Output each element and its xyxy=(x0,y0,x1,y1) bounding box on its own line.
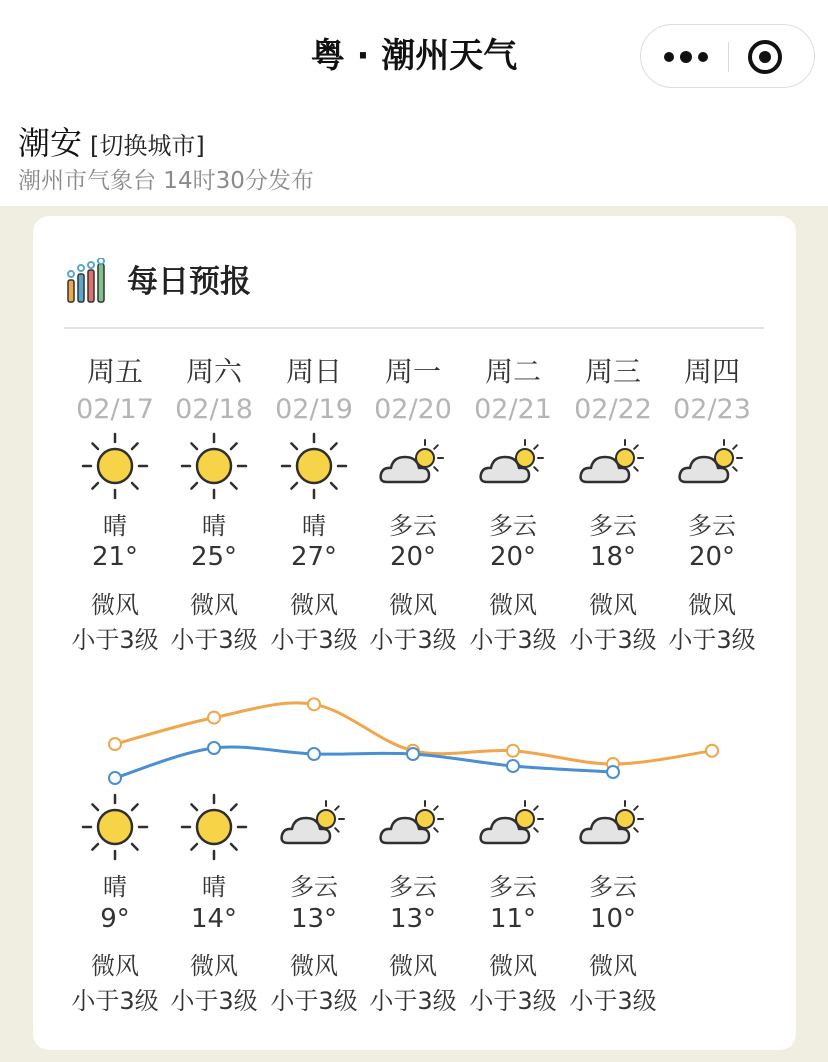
forecast-day-column xyxy=(563,216,663,1050)
day-condition: 晴 xyxy=(103,512,127,540)
partly-cloudy-icon xyxy=(377,791,449,863)
day-wind: 微风 xyxy=(190,591,238,619)
date-label: 02/23 xyxy=(673,394,751,425)
low-temp: 11° xyxy=(489,904,537,934)
forecast-day-column xyxy=(363,216,463,1050)
night-wind-level: 小于3级 xyxy=(170,987,258,1015)
high-temp: 18° xyxy=(589,542,637,572)
low-temp: 10° xyxy=(589,904,637,934)
night-condition: 晴 xyxy=(103,873,127,901)
day-wind: 微风 xyxy=(688,591,736,619)
more-dots-icon[interactable] xyxy=(661,43,711,71)
sun-icon xyxy=(178,791,250,863)
high-temp: 20° xyxy=(688,542,736,572)
low-temp: 13° xyxy=(389,904,437,934)
night-wind-level: 小于3级 xyxy=(71,987,159,1015)
forecast-day-column xyxy=(463,216,563,1050)
partly-cloudy-icon xyxy=(676,430,748,502)
publish-info: 潮州市气象台 14时30分发布 xyxy=(18,168,314,194)
day-condition: 多云 xyxy=(389,512,437,540)
date-label: 02/17 xyxy=(76,394,154,425)
night-condition: 多云 xyxy=(290,873,338,901)
weekday-label: 周六 xyxy=(185,355,242,388)
date-label: 02/22 xyxy=(574,394,652,425)
weekday-label: 周四 xyxy=(683,355,740,388)
top-bar xyxy=(0,0,828,206)
forecast-day-column xyxy=(264,216,364,1050)
daily-forecast-card xyxy=(33,216,796,1050)
city-row xyxy=(18,118,205,162)
day-condition: 多云 xyxy=(589,512,637,540)
forecast-day-column xyxy=(662,216,762,1050)
night-condition: 晴 xyxy=(202,873,226,901)
day-wind: 微风 xyxy=(389,591,437,619)
night-wind: 微风 xyxy=(190,952,238,980)
night-condition: 多云 xyxy=(589,873,637,901)
high-temp: 20° xyxy=(389,542,437,572)
high-temp: 21° xyxy=(91,542,139,572)
date-label: 02/18 xyxy=(175,394,253,425)
forecast-day-column xyxy=(65,216,165,1050)
card-title: 每日预报 xyxy=(127,264,251,300)
night-wind: 微风 xyxy=(290,952,338,980)
night-wind-level: 小于3级 xyxy=(369,987,457,1015)
low-temp: 14° xyxy=(190,904,238,934)
sun-icon xyxy=(79,430,151,502)
day-wind-level: 小于3级 xyxy=(369,626,457,654)
weekday-label: 周日 xyxy=(285,355,342,388)
high-temp: 20° xyxy=(489,542,537,572)
day-wind: 微风 xyxy=(91,591,139,619)
target-close-icon[interactable] xyxy=(747,39,783,75)
app-title: 粤 · 潮州天气 xyxy=(310,36,518,76)
city-name: 潮安 xyxy=(18,124,83,162)
day-condition: 晴 xyxy=(302,512,326,540)
night-wind: 微风 xyxy=(589,952,637,980)
partly-cloudy-icon xyxy=(278,791,350,863)
high-temp: 27° xyxy=(290,542,338,572)
day-wind: 微风 xyxy=(489,591,537,619)
night-condition: 多云 xyxy=(389,873,437,901)
date-label: 02/21 xyxy=(474,394,552,425)
night-wind-level: 小于3级 xyxy=(569,987,657,1015)
day-wind: 微风 xyxy=(290,591,338,619)
switch-city-link[interactable]: [切换城市] xyxy=(90,132,205,160)
low-temp: 13° xyxy=(290,904,338,934)
day-condition: 多云 xyxy=(489,512,537,540)
day-wind-level: 小于3级 xyxy=(170,626,258,654)
night-wind: 微风 xyxy=(389,952,437,980)
weekday-label: 周二 xyxy=(484,355,541,388)
capsule-divider xyxy=(728,42,729,72)
low-temp: 9° xyxy=(100,904,130,934)
date-label: 02/19 xyxy=(275,394,353,425)
sun-icon xyxy=(278,430,350,502)
partly-cloudy-icon xyxy=(477,430,549,502)
day-wind-level: 小于3级 xyxy=(668,626,756,654)
day-wind-level: 小于3级 xyxy=(270,626,358,654)
day-wind-level: 小于3级 xyxy=(569,626,657,654)
high-temp: 25° xyxy=(190,542,238,572)
night-wind-level: 小于3级 xyxy=(469,987,557,1015)
night-condition: 多云 xyxy=(489,873,537,901)
partly-cloudy-icon xyxy=(377,430,449,502)
day-condition: 多云 xyxy=(688,512,736,540)
day-wind-level: 小于3级 xyxy=(71,626,159,654)
forecast-day-column xyxy=(164,216,264,1050)
weekday-label: 周三 xyxy=(584,355,641,388)
mini-program-capsule xyxy=(640,24,815,88)
night-wind: 微风 xyxy=(489,952,537,980)
night-wind-level: 小于3级 xyxy=(270,987,358,1015)
day-wind: 微风 xyxy=(589,591,637,619)
weekday-label: 周一 xyxy=(384,355,441,388)
weekday-label: 周五 xyxy=(86,355,143,388)
sun-icon xyxy=(178,430,250,502)
date-label: 02/20 xyxy=(374,394,452,425)
partly-cloudy-icon xyxy=(477,791,549,863)
day-condition: 晴 xyxy=(202,512,226,540)
partly-cloudy-icon xyxy=(577,430,649,502)
partly-cloudy-icon xyxy=(577,791,649,863)
sun-icon xyxy=(79,791,151,863)
day-wind-level: 小于3级 xyxy=(469,626,557,654)
night-wind: 微风 xyxy=(91,952,139,980)
